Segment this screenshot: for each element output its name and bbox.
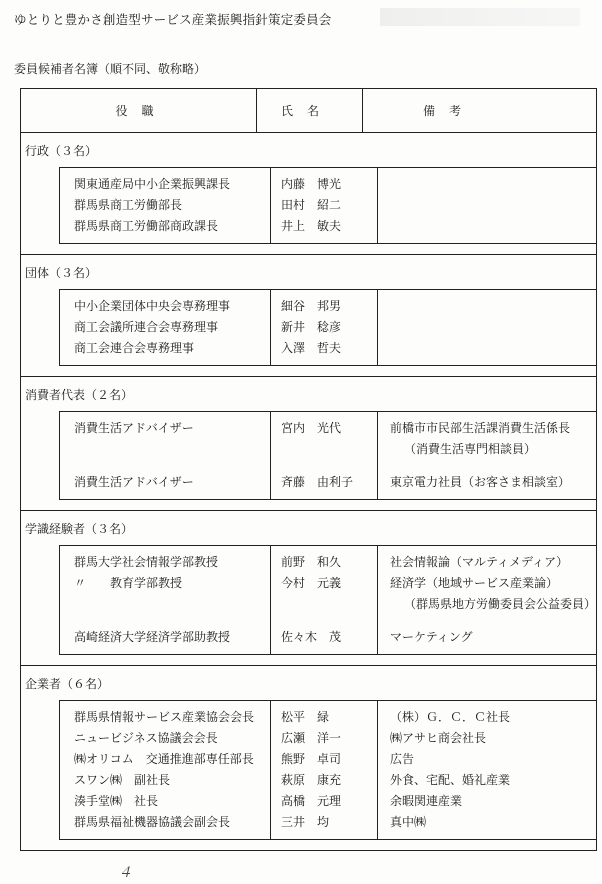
row-spacer [74,439,270,460]
member-note: 東京電力社員（お客さま相談室） [390,475,571,489]
section-header [21,133,597,168]
member-name: 高橋 元理 [281,794,342,808]
section-label: 団体（３名） [25,265,98,280]
header-note: 備考 [363,89,597,133]
faded-header-mark [380,8,580,26]
section-label: 学識経験者（３名） [25,521,134,536]
member-role: 関東通産局中小企業振興課長 [74,177,231,191]
member-role: ニュービジネス協議会会長 [74,731,218,745]
member-name: 前野 和久 [281,555,342,569]
member-note: ㈱アサヒ商会社長 [390,731,487,745]
member-name: 細谷 邦男 [281,299,342,313]
member-note-empty [390,174,596,195]
member-name: 熊野 卓司 [281,752,342,766]
member-role: 群馬県商工労働部長 [74,198,183,212]
document-title: ゆとりと豊かさ創造型サービス産業振興指針策定委員会 [14,12,332,27]
member-note-empty [390,296,596,317]
row-gap [281,460,377,472]
document-subtitle: 委員候補者名簿（順不同、敬称略） [14,62,207,76]
member-note: 外食、宅配、婚礼産業 [390,773,511,787]
page-number: ４ [118,865,132,881]
member-note: マーケティング [390,630,473,644]
header-name: 氏名 [257,89,363,133]
member-note-empty [390,338,596,359]
row-spacer [74,594,270,615]
member-list [59,411,596,500]
row-spacer [281,439,377,460]
member-role: 湊手堂㈱ 社長 [74,794,159,808]
section-header [21,255,597,290]
section-header [21,666,597,701]
member-note: （株）Ｇ．Ｃ．Ｃ社長 [390,710,511,724]
member-note: 社会情報論（マルティメディア） [390,555,569,569]
row-gap [281,615,377,627]
member-name: 三井 均 [281,815,330,829]
member-roster-table [20,88,597,851]
member-role: 高崎経済大学経済学部助教授 [74,630,231,644]
member-role: 商工会議所連合会専務理事 [74,320,219,334]
member-role: 群馬県商工労働部商政課長 [74,219,219,233]
section-body [21,700,597,851]
section-body [21,289,597,377]
member-note-empty [390,216,596,237]
member-role: ㈱オリコム 交通推進部専任部長 [74,752,254,766]
section-label: 行政（３名） [25,143,98,158]
section-body [21,167,597,255]
member-role: スワン㈱ 副社長 [74,773,171,787]
member-note: 広告 [390,752,415,766]
member-name: 佐々木 茂 [281,630,342,644]
member-note: 余暇関連産業 [390,794,463,808]
header-role: 役職 [21,89,257,133]
member-name: 松平 緑 [281,710,330,724]
row-gap [74,615,270,627]
member-list [59,289,596,366]
member-note: 経済学（地域サービス産業論） [390,576,559,590]
row-gap [390,615,596,627]
member-note-empty [390,317,596,338]
member-role: 群馬県情報サービス産業協会会長 [74,710,255,724]
member-name: 入澤 哲夫 [281,341,342,355]
member-name: 斉藤 由利子 [281,475,354,489]
row-spacer [281,594,377,615]
section-body [21,545,597,666]
member-role: 中小企業団体中央会専務理事 [74,299,231,313]
section-header [21,377,597,412]
member-list [59,545,596,655]
member-name: 新井 稔彦 [281,320,342,334]
section-body [21,411,597,511]
member-note: （群馬県地方労働委員会公益委員） [404,597,597,611]
member-note-empty [390,195,596,216]
member-role: 〃 教育学部教授 [74,576,183,590]
member-role: 消費生活アドバイザー [74,475,194,489]
member-role: 消費生活アドバイザー [74,421,194,435]
member-list [59,167,596,244]
member-role: 群馬県福祉機器協議会副会長 [74,815,231,829]
section-label: 企業者（６名） [25,676,110,691]
section-header [21,511,597,546]
member-name: 萩原 康充 [281,773,342,787]
member-name: 広瀬 洋一 [281,731,342,745]
section-label: 消費者代表（２名） [25,387,134,402]
member-name: 内藤 博光 [281,177,342,191]
member-role: 群馬大学社会情報学部教授 [74,555,219,569]
member-name: 今村 元義 [281,576,342,590]
table-header-row [21,89,597,133]
member-role: 商工会連合会専務理事 [74,341,195,355]
member-name: 宮内 光代 [281,421,342,435]
member-note: 前橋市市民部生活課消費生活係長 [390,421,571,435]
member-name: 田村 紹二 [281,198,342,212]
member-name: 井上 敏夫 [281,219,342,233]
row-gap [390,460,596,472]
member-note: （消費生活専門相談員） [404,442,537,456]
row-gap [74,460,270,472]
member-note: 真中㈱ [390,815,427,829]
member-list [59,700,596,840]
